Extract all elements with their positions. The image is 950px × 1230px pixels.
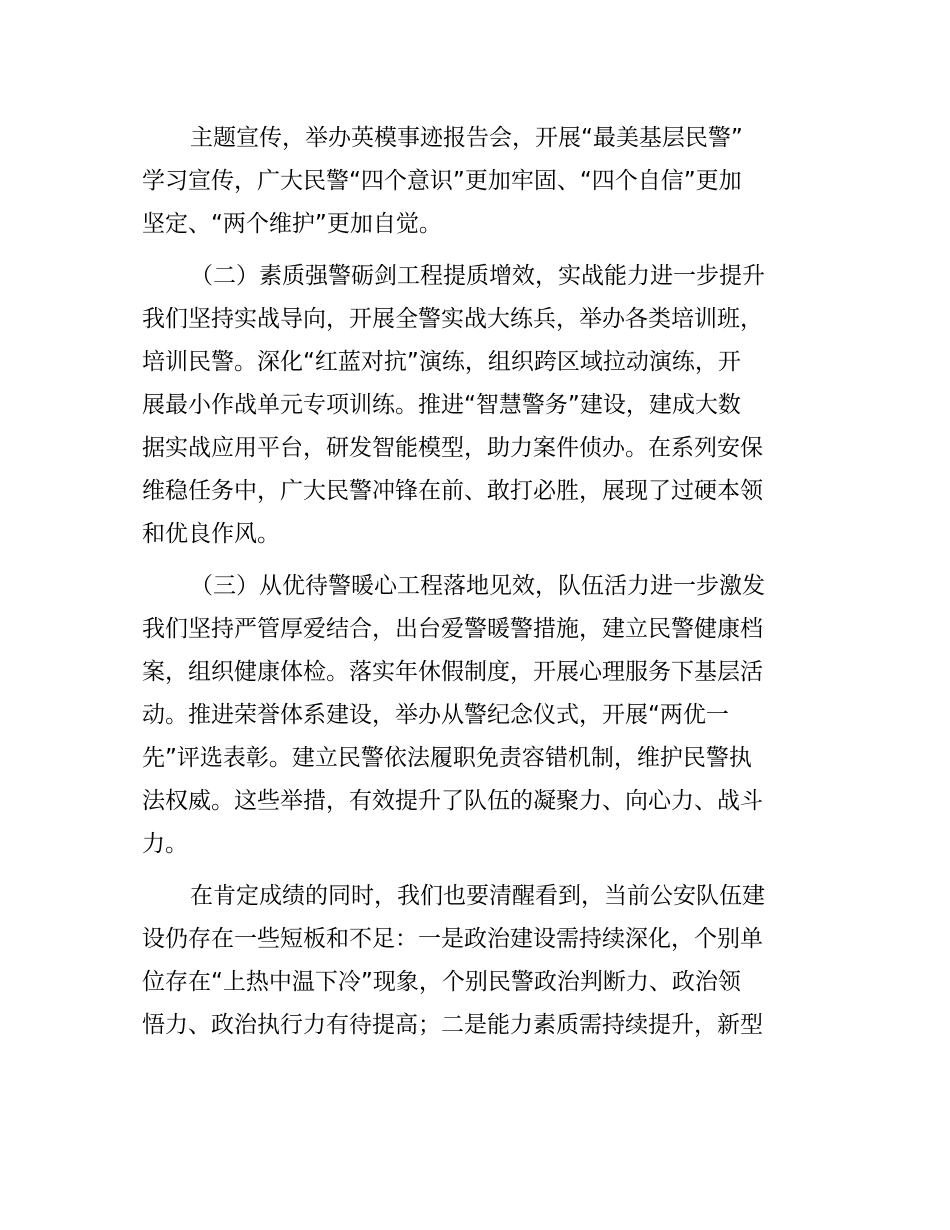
text-line: 设仍存在一些短板和不足：一是政治建设需持续深化，个别单	[142, 926, 763, 952]
text-line: 悟力、政治执行力有待提高；二是能力素质需持续提升，新型	[142, 1012, 763, 1038]
section-heading-line: （三）从优待警暖心工程落地见效，队伍活力进一步激发	[190, 573, 765, 599]
text-line: 我们坚持实战导向，开展全警实战大练兵，举办各类培训班，	[142, 306, 763, 332]
text-line: 力。	[142, 831, 188, 857]
text-line: 坚定、“两个维护”更加自觉。	[142, 211, 442, 237]
text-line: 据实战应用平台，研发智能模型，助力案件侦办。在系列安保	[142, 435, 763, 461]
text-line: 维稳任务中，广大民警冲锋在前、敢打必胜，展现了过硬本领	[142, 478, 763, 504]
text-line: 培训民警。深化“红蓝对抗”演练，组织跨区域拉动演练，开	[142, 349, 741, 375]
text-line: 主题宣传，举办英模事迹报告会，开展“最美基层民警”	[190, 125, 743, 151]
section-heading-line: （二）素质强警砺剑工程提质增效，实战能力进一步提升	[190, 263, 765, 289]
text-line: 位存在“上热中温下冷”现象，个别民警政治判断力、政治领	[142, 969, 741, 995]
text-line: 先”评选表彰。建立民警依法履职免责容错机制，维护民警执	[142, 745, 752, 771]
text-line: 我们坚持严管厚爱结合，出台爱警暖警措施，建立民警健康档	[142, 616, 763, 642]
text-line: 和优良作风。	[142, 521, 280, 547]
text-line: 在肯定成绩的同时，我们也要清醒看到，当前公安队伍建	[190, 883, 765, 909]
text-line: 动。推进荣誉体系建设，举办从警纪念仪式，开展“两优一	[142, 702, 729, 728]
text-line: 展最小作战单元专项训练。推进“智慧警务”建设，建成大数	[142, 392, 741, 418]
text-line: 学习宣传，广大民警“四个意识”更加牢固、“四个自信”更加	[142, 168, 742, 194]
text-line: 案，组织健康体检。落实年休假制度，开展心理服务下基层活	[142, 659, 763, 685]
text-line: 法权威。这些举措，有效提升了队伍的凝聚力、向心力、战斗	[142, 788, 763, 814]
